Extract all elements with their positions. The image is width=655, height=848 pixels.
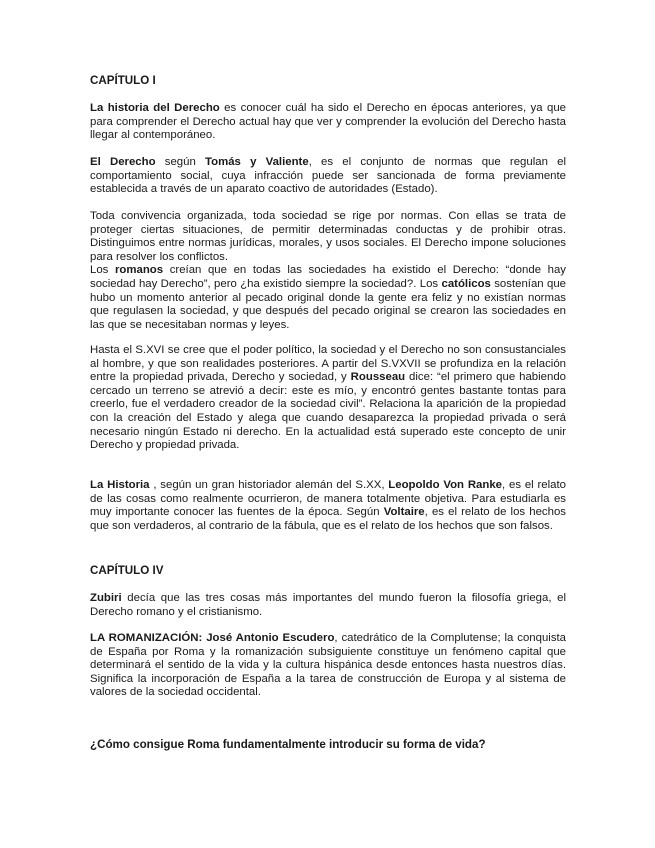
text-segment: Hasta el S.XVI se cree que el poder político, la sociedad y el Derecho no son consustanciales al hombre, y que son realidades posteriores. A partir del S.VXVII se profundiza en la relación entre la propiedad privada, Derecho y sociedad, y [90, 344, 566, 384]
paragraph-romanizacion [90, 632, 566, 700]
term-la-historia: La Historia [90, 479, 150, 491]
paragraph-history-of-law [90, 102, 566, 143]
text-segment: sostenían que hubo un momento anterior al pecado original donde la gente era feliz y no existían normas que regulasen la sociedad, y que después del pecado original se crearon las sociedades en las que se necesitaban normas y leyes. [90, 277, 566, 331]
text-segment: , según un gran historiador alemán del S.XX, [149, 479, 389, 491]
paragraph-zubiri [90, 592, 566, 619]
author-zubiri: Zubiri [90, 592, 122, 604]
paragraph-history-definition [90, 479, 566, 533]
term-catolicos: católicos [441, 277, 491, 290]
text-segment: , es el conjunto de normas que regulan el comportamiento social, cuya infracción puede ser sancionada de forma previamente establecida a través de un aparato coactivo de autoridades (Estado). [90, 156, 566, 196]
text-segment: decía que las tres cosas más importantes del mundo fueron la filosofía griega, el Derecho romano y el cristianismo. [90, 592, 566, 618]
author-rousseau: Rousseau [350, 371, 406, 384]
author-voltaire: Voltaire [383, 506, 425, 519]
text-segment: es conocer cuál ha sido el Derecho en épocas anteriores, ya que para comprender el Derecho actual hay que ver y comprender la evolución del Derecho hasta llegar al contemporáneo. [90, 102, 567, 142]
author-escudero: José Antonio Escudero [206, 632, 335, 644]
term-romanos: romanos [114, 264, 164, 277]
question-heading: ¿Cómo consigue Roma fundamentalmente introducir su forma de vida? [90, 738, 486, 751]
text-segment: , catedrático de la Complutense; la conquista de España por Roma y la romanización subsiguiente constituye un fenómeno capital que determinará el sentido de la vida y la cultura hispánica desde entonces hasta nuestros días. Significa la incorporación de España a la tarea de construcción de Europa y al sistema de valores de la sociedad occidental. [90, 632, 567, 699]
term-el-derecho: El Derecho [90, 156, 156, 168]
term-historia-del-derecho: La historia del Derecho [90, 102, 220, 114]
paragraph-rousseau [90, 344, 566, 453]
chapter-4-heading: CAPÍTULO IV [90, 564, 164, 577]
text-segment: Toda convivencia organizada, toda sociedad se rige por normas. Con ellas se trata de proteger ciertas situaciones, de permitir determinadas conductas y de prohibir otras. Distinguimos entre normas jurídicas, morales, y usos sociales. El Derecho impone soluciones para resolver los conflictos. [90, 210, 566, 263]
text-segment: según [155, 156, 206, 168]
text-segment: Los [90, 264, 115, 277]
text-segment: , es el relato de las cosas como realmente ocurrieron, de manera totalmente objetiva. Para estudiarla es muy importante conocer las fuentes de la época. Según [90, 479, 566, 519]
chapter-1-heading: CAPÍTULO I [90, 74, 156, 87]
term-romanizacion: LA ROMANIZACIÓN: [90, 632, 203, 644]
paragraph-social-norms [90, 210, 566, 332]
text-segment: creían que en todas las sociedades ha existido el Derecho: “donde hay sociedad hay Derecho”, pero ¿ha existido siempre la sociedad?. Los [90, 264, 566, 290]
paragraph-definition-of-law [90, 156, 566, 197]
text-segment: , es el relato de los hechos que son verdaderos, al contrario de la fábula, que es el relato de los hechos que son falsos. [90, 506, 566, 532]
text-segment: dice: “el primero que habiendo cercado un terreno se atrevió a decir: este es mío, y encontró gentes bastante tontas para creerlo, fue el verdadero creador de la sociedad civil”. Relaciona la aparición de la propiedad con la creación del Estado y alega que cuando desaparezca la propiedad privada o será necesario ningún Estado ni derecho. En la actualidad está superado este concepto de unir Derecho y propiedad privada. [90, 371, 566, 452]
author-tomas-y-valiente: Tomás y Valiente [205, 156, 309, 168]
author-von-ranke: Leopoldo Von Ranke [388, 479, 503, 491]
